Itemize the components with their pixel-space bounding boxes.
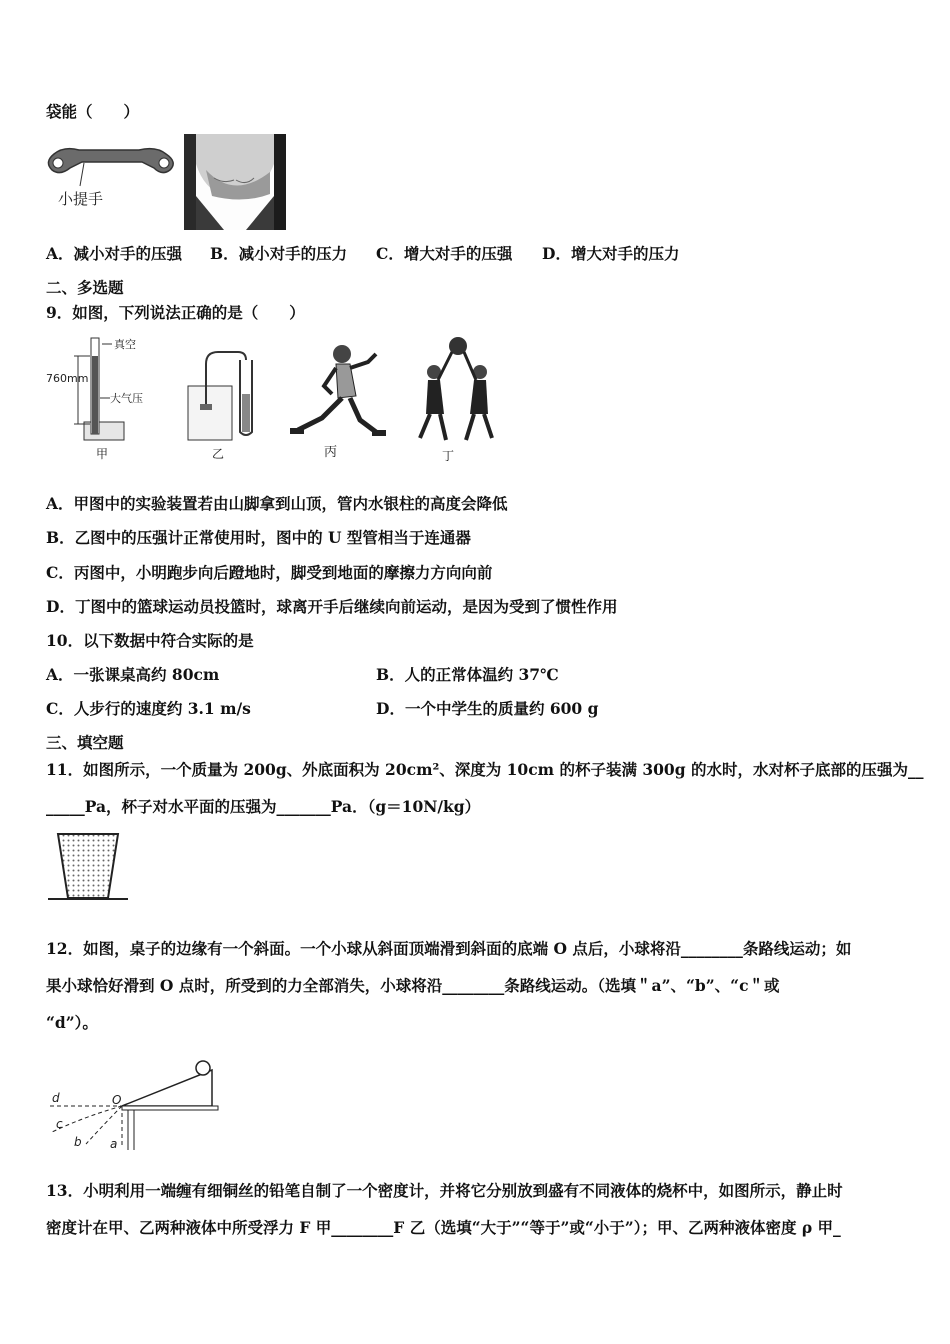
q9-figure [46,334,526,464]
handle-label: 小提手 [58,190,104,208]
q8-option-b: B．减小对手的压力 [210,244,348,263]
q10-option-d: D．一个中学生的质量约 600 g [376,699,599,718]
basketball-figure [420,337,492,463]
q8-hand-photo [184,134,286,230]
q8-option-a: A．减小对手的压强 [46,244,183,263]
figure-label-ding: 丁 [442,449,455,463]
q9-option-c: C．丙图中，小明跑步向后蹬地时，脚受到地面的摩擦力方向向前 [46,563,493,582]
path-label-d: d [52,1091,60,1105]
section-3-title: 三、填空题 [46,733,124,752]
figure-label-jia: 甲 [96,447,109,461]
q11-line-1: 11．如图所示，一个质量为 200g、外底面积为 20cm²、深度为 10cm 的杯子装满 300g 的水时，水对杯子底部的压强为__ [46,760,924,779]
q10-stem: 10．以下数据中符合实际的是 [46,631,254,650]
q8-stem-tail: 袋能（ ） [46,102,140,121]
q9-stem: 9．如图，下列说法正确的是（ ） [46,303,305,322]
q12-line-3: “d”）。 [46,1013,98,1032]
path-label-b: b [74,1135,82,1149]
q8-option-d: D．增大对手的压力 [542,244,680,263]
q12-line-1: 12．如图，桌子的边缘有一个斜面。一个小球从斜面顶端滑到斜面的底端 O 点后，小球将沿________条路线运动；如 [46,939,852,958]
torricelli-mm: 760mm [46,372,89,385]
q8-option-c: C．增大对手的压强 [376,244,513,263]
torricelli-vacuum: 真空 [114,338,136,351]
point-label-o: O [112,1093,122,1107]
q10-option-b: B．人的正常体温约 37℃ [376,665,559,684]
torricelli-tube-figure [46,337,143,461]
q10-option-a: A．一张课桌高约 80cm [46,665,220,684]
figure-label-yi: 乙 [212,447,225,461]
path-label-c: c [56,1117,63,1131]
q11-cup-figure [46,828,130,904]
q12-line-2: 果小球恰好滑到 O 点时，所受到的力全部消失，小球将沿________条路线运动。（选填＂a”、“b”、“c＂或 [46,976,780,995]
q8-handle-figure [44,134,180,214]
q9-option-a: A．甲图中的实验装置若由山脚拿到山顶，管内水银柱的高度会降低 [46,494,508,513]
q13-line-1: 13．小明利用一端缠有细铜丝的铅笔自制了一个密度计，并将它分别放到盛有不同液体的烧杯中，如图所示，静止时 [46,1181,843,1200]
q9-option-b: B．乙图中的压强计正常使用时，图中的 U 型管相当于连通器 [46,528,471,547]
pressure-gauge-figure [188,352,252,461]
runner-figure [290,345,386,460]
section-2-title: 二、多选题 [46,278,124,297]
path-label-a: a [110,1137,118,1151]
q11-line-2: _____Pa，杯子对水平面的压强为_______Pa．（g＝10N/kg） [46,797,481,816]
q9-option-d: D．丁图中的篮球运动员投篮时，球离开手后继续向前运动，是因为受到了惯性作用 [46,597,618,616]
q10-option-c: C．人步行的速度约 3.1 m/s [46,699,251,718]
q13-line-2: 密度计在甲、乙两种液体中所受浮力 F 甲________F 乙（选填“大于”“等于”或“小于”）；甲、乙两种液体密度 ρ 甲_ [46,1218,841,1237]
torricelli-pressure: 大气压 [110,392,143,405]
figure-label-bing: 丙 [324,445,338,460]
q12-slope-figure [46,1056,226,1152]
